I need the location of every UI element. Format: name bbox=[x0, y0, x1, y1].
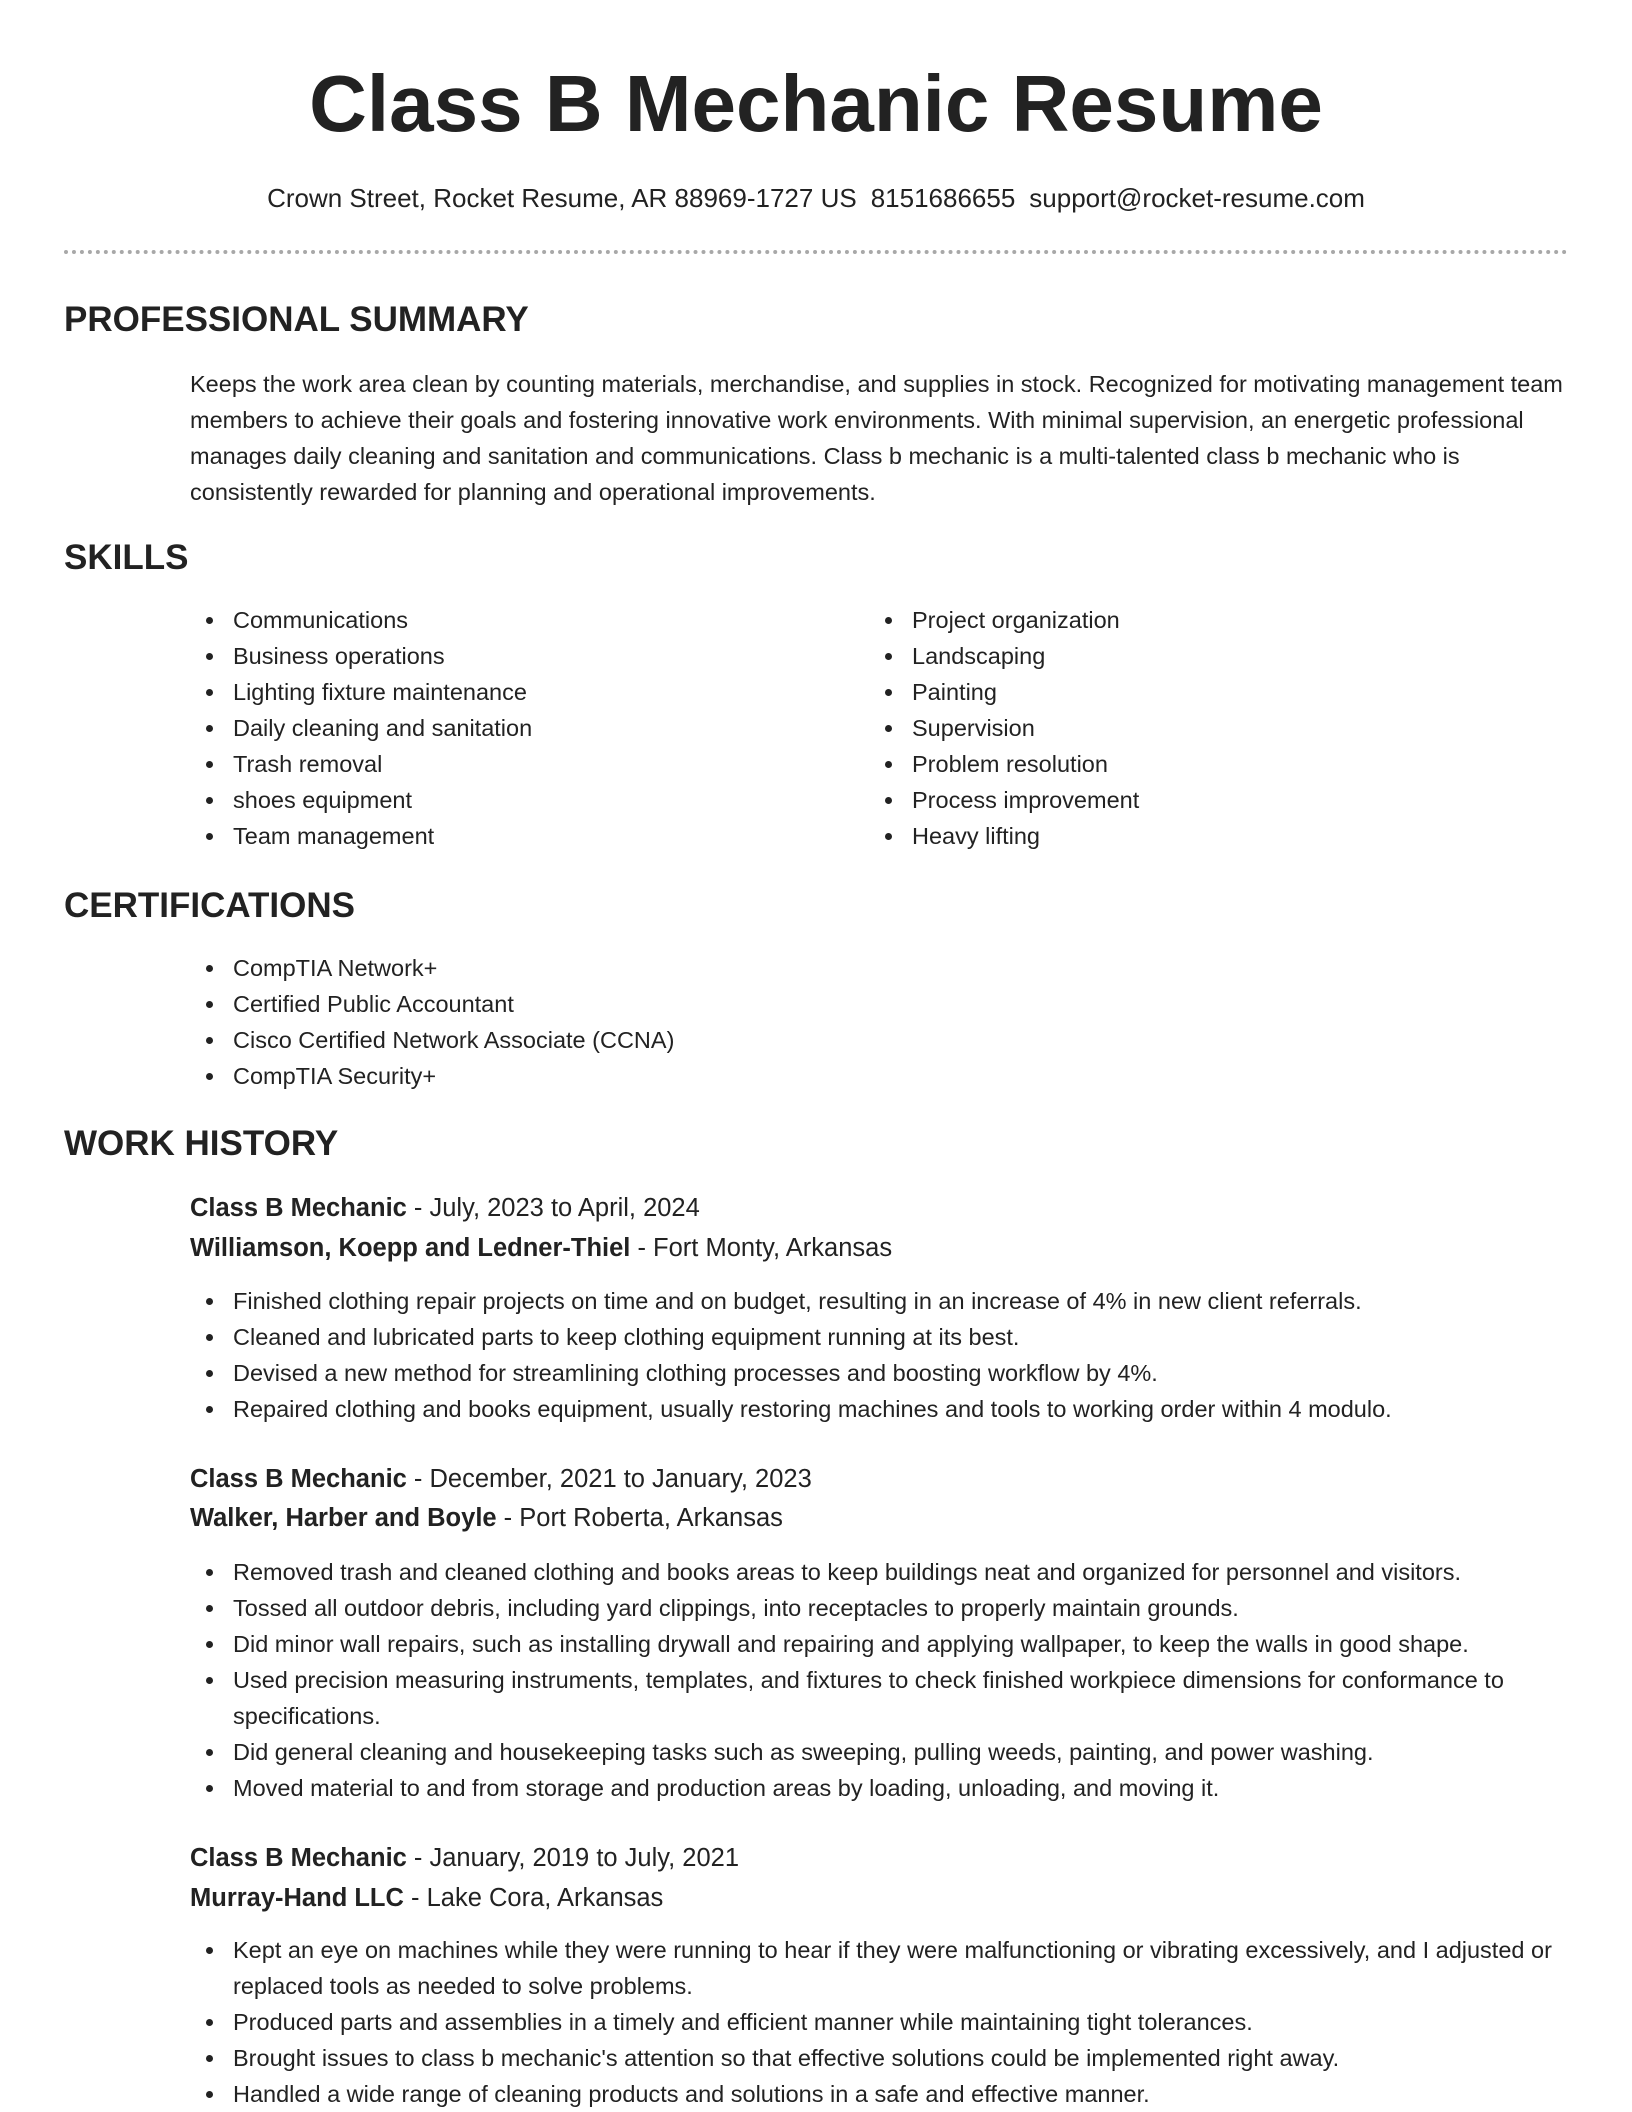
job-bullet: Cleaned and lubricated parts to keep clothing equipment running at its best. bbox=[190, 1319, 1570, 1355]
job-bullet: Used precision measuring instruments, templates, and fixtures to check finished workpiece dimensions for conformance to specifications. bbox=[190, 1662, 1570, 1734]
skill-item: Trash removal bbox=[190, 746, 810, 782]
skill-item: shoes equipment bbox=[190, 782, 810, 818]
job-bullet: Kept an eye on machines while they were running to hear if they were malfunctioning or vibrating excessively, and I adjusted or replaced tools as needed to solve problems. bbox=[190, 1932, 1570, 2004]
skill-item: Heavy lifting bbox=[869, 818, 1489, 854]
contact-address: Crown Street, Rocket Resume, AR 88969-1727 US bbox=[267, 183, 857, 213]
header-divider bbox=[64, 250, 1568, 254]
certifications-heading: CERTIFICATIONS bbox=[64, 886, 356, 925]
job-location: - Lake Cora, Arkansas bbox=[403, 1884, 664, 1912]
job-company-line bbox=[190, 1880, 663, 1916]
certification-item: Certified Public Accountant bbox=[190, 986, 1190, 1022]
summary-heading: PROFESSIONAL SUMMARY bbox=[64, 300, 529, 339]
job-title-line bbox=[190, 1461, 812, 1497]
skill-item: Team management bbox=[190, 818, 810, 854]
skill-item: Landscaping bbox=[869, 638, 1489, 674]
job-bullets bbox=[190, 1932, 1570, 2112]
job-bullets bbox=[190, 1554, 1570, 1806]
job-company-line bbox=[190, 1230, 892, 1266]
job-location: - Fort Monty, Arkansas bbox=[630, 1234, 893, 1262]
contact-email: support@rocket-resume.com bbox=[1029, 183, 1365, 213]
job-bullet: Brought issues to class b mechanic's attention so that effective solutions could be implemented right away. bbox=[190, 2040, 1570, 2076]
job-bullet: Handled a wide range of cleaning products and solutions in a safe and effective manner. bbox=[190, 2076, 1570, 2112]
job-bullet: Did general cleaning and housekeeping tasks such as sweeping, pulling weeds, painting, and power washing. bbox=[190, 1734, 1570, 1770]
job-title: Class B Mechanic bbox=[190, 1465, 407, 1493]
skill-item: Daily cleaning and sanitation bbox=[190, 710, 810, 746]
job-bullets bbox=[190, 1283, 1570, 1427]
skill-item: Supervision bbox=[869, 710, 1489, 746]
skill-item: Business operations bbox=[190, 638, 810, 674]
job-bullet: Finished clothing repair projects on time and on budget, resulting in an increase of 4% in new client referrals. bbox=[190, 1283, 1570, 1319]
skill-item: Communications bbox=[190, 602, 810, 638]
job-title-line bbox=[190, 1190, 700, 1226]
certification-item: CompTIA Security+ bbox=[190, 1058, 1190, 1094]
skill-item: Lighting fixture maintenance bbox=[190, 674, 810, 710]
summary-text: Keeps the work area clean by counting materials, merchandise, and supplies in stock. Recognized for motivating management team members to achieve their goals and fostering innovative work environments. With minimal supervision, an energetic professional manages daily cleaning and sanitation and communications. Class b mechanic is a multi-talented class b mechanic who is consistently rewarded for planning and operational improvements. bbox=[190, 371, 1563, 505]
job-bullet: Devised a new method for streamlining clothing processes and boosting workflow by 4%. bbox=[190, 1355, 1570, 1391]
job-dates: - January, 2019 to July, 2021 bbox=[406, 1844, 740, 1872]
job-bullet: Tossed all outdoor debris, including yard clippings, into receptacles to properly maintain grounds. bbox=[190, 1590, 1570, 1626]
skill-item: Problem resolution bbox=[869, 746, 1489, 782]
job-company: Walker, Harber and Boyle bbox=[190, 1504, 497, 1532]
contact-phone: 8151686655 bbox=[870, 183, 1016, 213]
job-company: Murray-Hand LLC bbox=[190, 1884, 404, 1912]
job-bullet: Produced parts and assemblies in a timely and efficient manner while maintaining tight tolerances. bbox=[190, 2004, 1570, 2040]
skill-item: Project organization bbox=[869, 602, 1489, 638]
contact-line bbox=[0, 180, 1632, 216]
skill-item: Process improvement bbox=[869, 782, 1489, 818]
resume-title: Class B Mechanic Resume bbox=[309, 59, 1323, 148]
job-bullet: Moved material to and from storage and production areas by loading, unloading, and moving it. bbox=[190, 1770, 1570, 1806]
work-history-heading: WORK HISTORY bbox=[64, 1124, 339, 1163]
skills-heading: SKILLS bbox=[64, 538, 189, 577]
job-dates: - July, 2023 to April, 2024 bbox=[406, 1194, 700, 1222]
job-title-line bbox=[190, 1840, 739, 1876]
job-company: Williamson, Koepp and Ledner-Thiel bbox=[190, 1234, 631, 1262]
job-location: - Port Roberta, Arkansas bbox=[496, 1504, 783, 1532]
certifications-list bbox=[190, 950, 1190, 1094]
job-title: Class B Mechanic bbox=[190, 1194, 407, 1222]
job-bullet: Removed trash and cleaned clothing and books areas to keep buildings neat and organized for personnel and visitors. bbox=[190, 1554, 1570, 1590]
job-company-line bbox=[190, 1500, 783, 1536]
skills-list-right bbox=[869, 602, 1489, 854]
skills-list-left bbox=[190, 602, 810, 854]
job-bullet: Did minor wall repairs, such as installing drywall and repairing and applying wallpaper, to keep the walls in good shape. bbox=[190, 1626, 1570, 1662]
skill-item: Painting bbox=[869, 674, 1489, 710]
job-bullet: Repaired clothing and books equipment, usually restoring machines and tools to working order within 4 modulo. bbox=[190, 1391, 1570, 1427]
certification-item: CompTIA Network+ bbox=[190, 950, 1190, 986]
certification-item: Cisco Certified Network Associate (CCNA) bbox=[190, 1022, 1190, 1058]
job-title: Class B Mechanic bbox=[190, 1844, 407, 1872]
job-dates: - December, 2021 to January, 2023 bbox=[406, 1465, 812, 1493]
